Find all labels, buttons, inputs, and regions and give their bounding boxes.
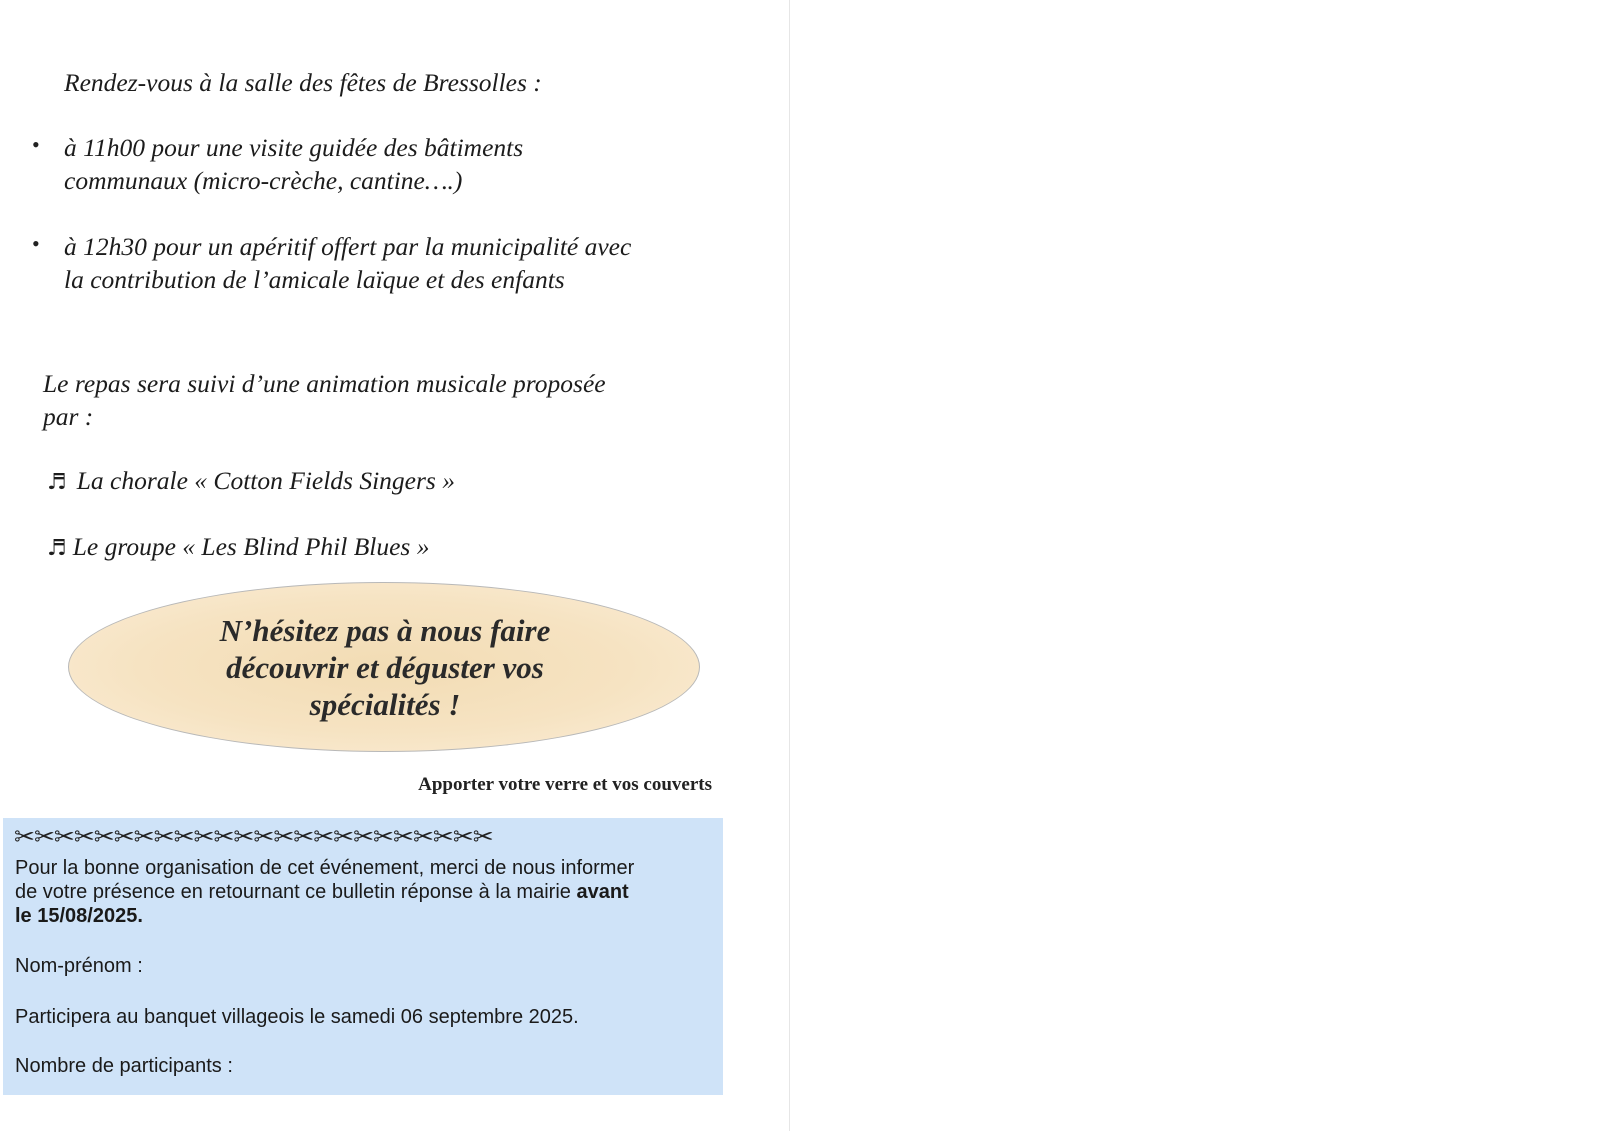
music-intro-line1: Le repas sera suivi d’une animation musicale proposée (43, 369, 606, 398)
callout-line-3: spécialités ! (309, 687, 461, 722)
callout-line-1: N’hésitez pas à nous faire (219, 613, 551, 648)
callout-line-2: découvrir et déguster vos (226, 650, 544, 685)
schedule-item-2-line2: la contribution de l’amicale laïque et des enfants (64, 265, 565, 294)
form-info-line1: Pour la bonne organisation de cet événement, merci de nous informer (15, 857, 635, 879)
music-intro-line2: par : (43, 402, 94, 431)
music-group-1-label: La chorale « Cotton Fields Singers » (76, 466, 455, 495)
cut-line-scissors-icon: ✂✂✂✂✂✂✂✂✂✂✂✂✂✂✂✂✂✂✂✂✂✂✂✂ (14, 822, 493, 851)
music-group-2-label: Le groupe « Les Blind Phil Blues » (72, 532, 430, 561)
bullet-icon: • (32, 231, 40, 256)
name-field-label: Nom-prénom : (15, 955, 143, 977)
form-deadline-date: le 15/08/2025. (15, 905, 143, 927)
schedule-item-1-line1: à 11h00 pour une visite guidée des bâtiments (64, 133, 524, 162)
music-note-icon: ♬ (47, 536, 67, 561)
callout-text (185, 612, 585, 723)
schedule-item-2-line1: à 12h30 pour un apéritif offert par la municipalité avec (64, 232, 632, 261)
form-deadline-word: avant (576, 881, 629, 903)
bring-note: Apporter votre verre et vos couverts (418, 774, 712, 795)
participation-text: Participera au banquet villageois le samedi 06 septembre 2025. (15, 1006, 579, 1028)
page-fold-line (789, 0, 790, 1131)
form-info-line2-text: de votre présence en retournant ce bulletin réponse à la mairie (15, 881, 571, 903)
bullet-icon: • (32, 132, 40, 157)
music-group-1 (47, 464, 455, 499)
form-info-line2 (15, 880, 715, 904)
music-group-2 (47, 530, 429, 565)
music-note-icon: ♬ (47, 470, 67, 495)
participant-count-label: Nombre de participants : (15, 1055, 233, 1077)
intro-text: Rendez-vous à la salle des fêtes de Bressolles : (64, 68, 542, 97)
schedule-item-1-line2: communaux (micro-crèche, cantine….) (64, 166, 463, 195)
